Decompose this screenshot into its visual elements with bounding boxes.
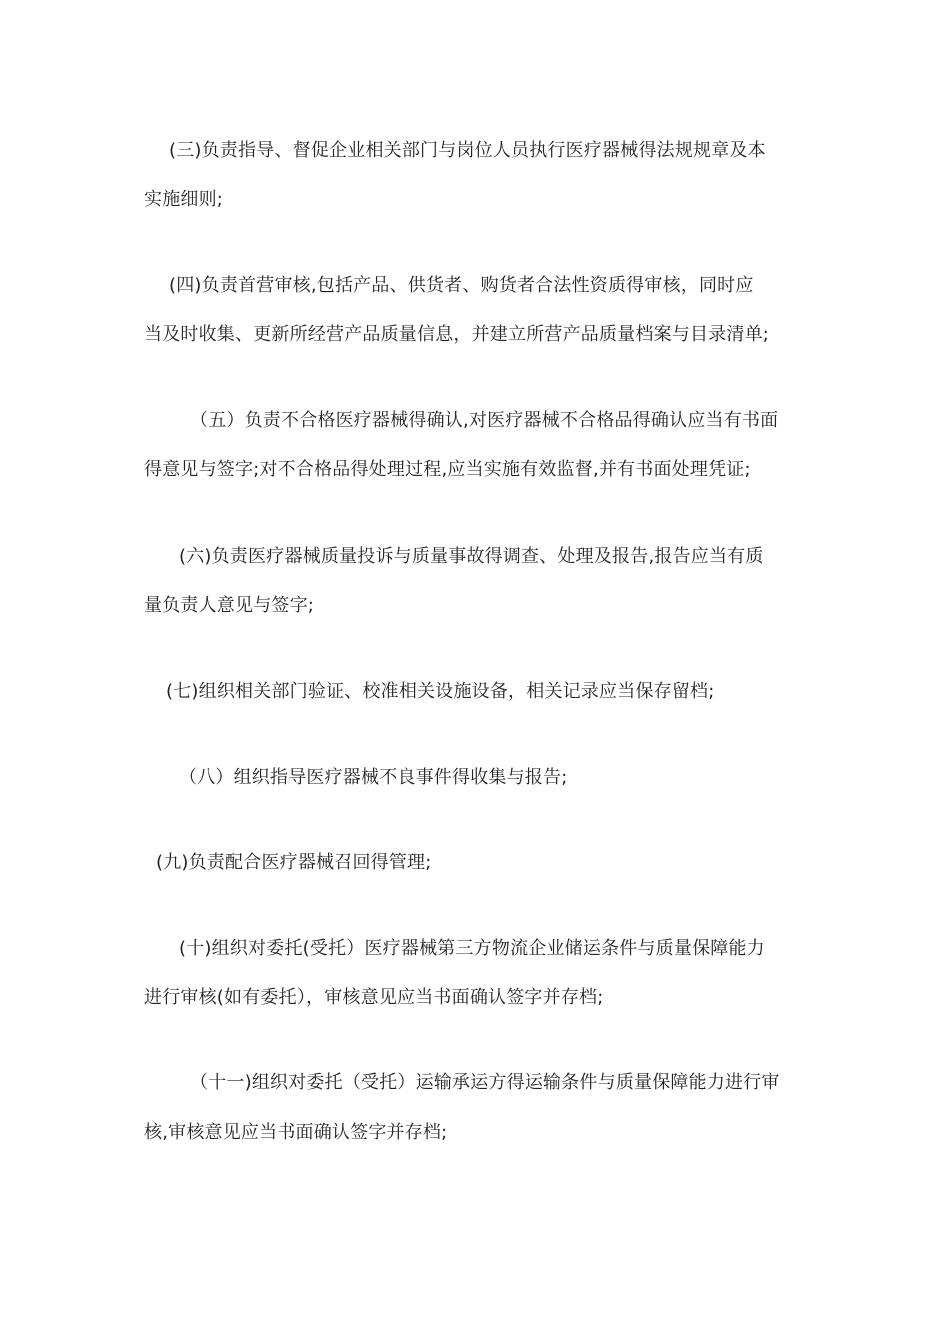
paragraph-6-line-1: (六)负责医疗器械质量投诉与质量事故得调查、处理及报告,报告应当有质 [179,546,764,567]
paragraph-5-line-2: 得意见与签字;对不合格品得处理过程,应当实施有效监督,并有书面处理凭证; [144,459,751,480]
paragraph-7-line-1: (七)组织相关部门验证、校准相关设施设备，相关记录应当保存留档; [166,681,715,702]
paragraph-10-line-1: (十)组织对委托(受托）医疗器械第三方物流企业储运条件与质量保障能力 [179,938,765,959]
paragraph-3-line-2: 实施细则; [144,189,224,210]
paragraph-8-line-1: （八）组织指导医疗器械不良事件得收集与报告; [179,767,568,788]
paragraph-4-line-1: (四)负责首营审核,包括产品、供货者、购货者合法性资质得审核，同时应 [169,275,754,296]
paragraph-11-line-1: （十一)组织对委托（受托）运输承运方得运输条件与质量保障能力进行审 [190,1072,780,1093]
paragraph-4-line-2: 当及时收集、更新所经营产品质量信息，并建立所营产品质量档案与目录清单; [144,324,770,345]
paragraph-10-line-2: 进行审核(如有委托），审核意见应当书面确认签字并存档; [144,987,604,1008]
paragraph-11-line-2: 核,审核意见应当书面确认签字并存档; [144,1122,448,1143]
paragraph-5-line-1: （五）负责不合格医疗器械得确认,对医疗器械不合格品得确认应当有书面 [190,410,779,431]
paragraph-3-line-1: (三)负责指导、督促企业相关部门与岗位人员执行医疗器械得法规规章及本 [169,140,766,161]
paragraph-6-line-2: 量负责人意见与签字; [144,595,315,616]
paragraph-9-line-1: (九)负责配合医疗器械召回得管理; [156,852,432,873]
